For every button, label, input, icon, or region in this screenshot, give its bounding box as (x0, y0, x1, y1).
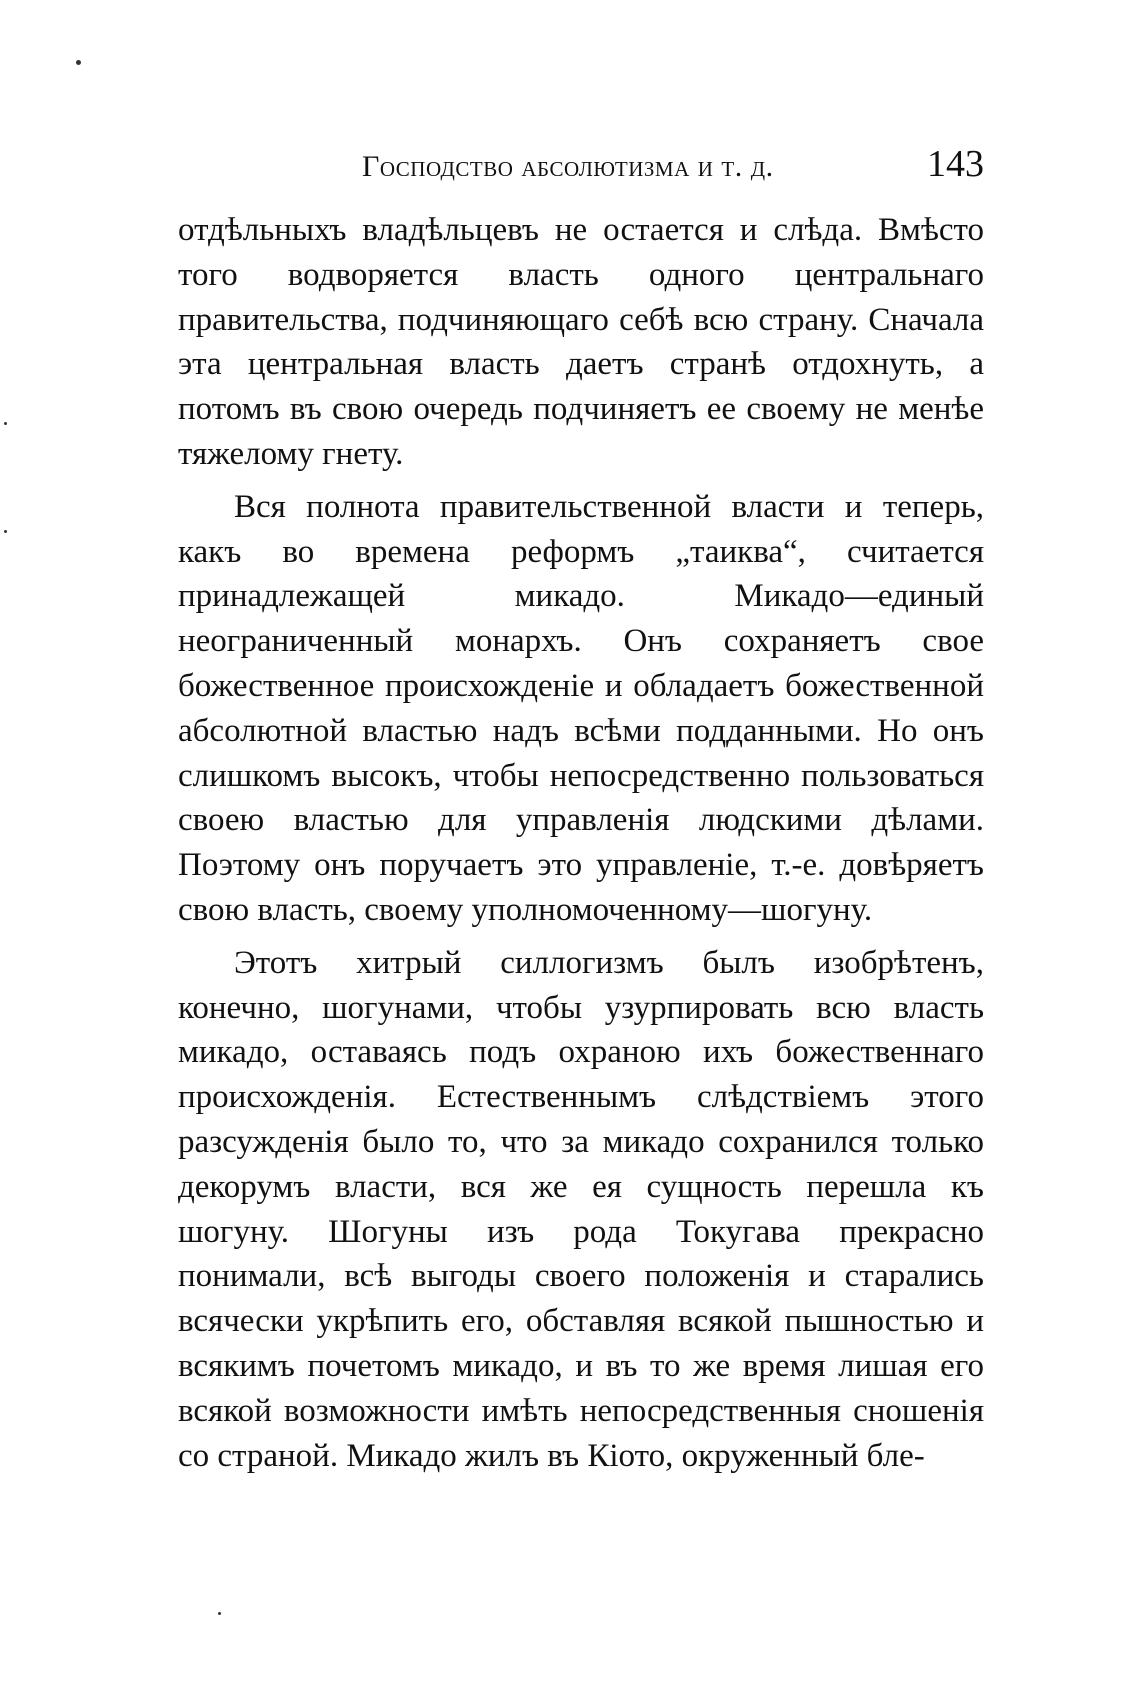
scan-speck (4, 530, 7, 533)
page-header (362, 138, 984, 198)
page-number: 143 (927, 143, 984, 185)
scan-speck (76, 60, 81, 65)
paragraph: Вся полнота правительственной власти и теперь, какъ во времена реформъ „таиква“, считается принадлежащей микадо. Микадо—единый неограниченный монархъ. Онъ сохраняетъ свое божественное происхожденіе и обладаетъ божественной абсолютной властью надъ всѣми подданными. Но онъ слишкомъ высокъ, чтобы непосредственно пользоваться своею властью для управленія людскими дѣлами. Поэтому онъ поручаетъ это управленіе, т.-е. довѣряетъ свою власть, своему уполномоченному—шогуну. (178, 488, 984, 928)
paragraph: Этотъ хитрый силлогизмъ былъ изобрѣтенъ, конечно, шогунами, чтобы узурпировать всю власть микадо, оставаясь подъ охраною ихъ божественнаго происхожденія. Естественнымъ слѣдствіемъ этого разсужденія было то, что за микадо сохранился только декорумъ власти, вся же ея сущность перешла къ шогуну. Шогуны изъ рода Токугава прекрасно понимали, всѣ выгоды своего положенія и старались всячески укрѣпить его, обставляя всякой пышностью и всякимъ почетомъ микадо, и въ то же время лишая его всякой возможности имѣть непосредственныя сношенія со страной. Микадо жилъ въ Кіото, окруженный бле- (178, 944, 984, 1474)
scan-speck (4, 422, 7, 425)
paragraph: отдѣльныхъ владѣльцевъ не остается и слѣда. Вмѣсто того водворяется власть одного центральнаго правительства, подчиняющаго себѣ всю страну. Сначала эта центральная власть даетъ странѣ отдохнуть, а потомъ въ свою очередь подчиняетъ ее своему не менѣе тяжелому гнету. (178, 212, 984, 472)
scan-speck (218, 1612, 221, 1615)
body-text (178, 208, 984, 1478)
running-head: Господство абсолютизма и т. д. (362, 150, 774, 183)
